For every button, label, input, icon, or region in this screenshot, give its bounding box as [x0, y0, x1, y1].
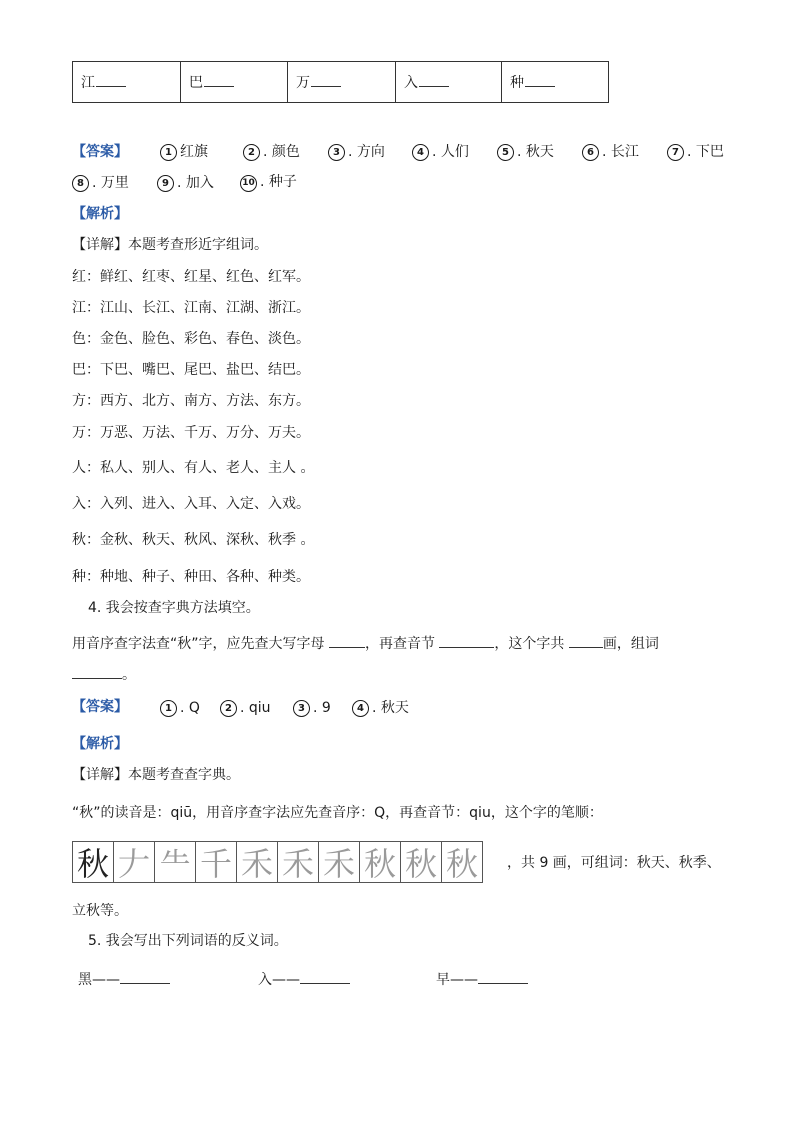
word-table	[72, 61, 609, 103]
answer-item: 9 . 加入	[157, 175, 214, 192]
answer-item: 7 . 下巴	[667, 144, 724, 161]
stroke-cell: ⺧	[154, 841, 196, 883]
answer-tag: 【答案】	[72, 144, 128, 160]
stroke-cell: 秋	[441, 841, 483, 883]
stroke-cell: 𠂇	[113, 841, 155, 883]
answer-item: 6 . 长江	[582, 144, 639, 161]
question-title: 5. 我会写出下列词语的反义词。	[88, 933, 288, 949]
answer-item: 3 . 方向	[328, 144, 385, 161]
last-line: 立秋等。	[72, 903, 128, 919]
word-line: 巴：下巴、嘴巴、尾巴、盐巴、结巴。	[72, 362, 310, 378]
answer-item: 4 . 秋天	[352, 700, 409, 717]
question-line: 。	[72, 665, 136, 682]
word-line: 种：种地、种子、种田、各种、种类。	[72, 569, 310, 585]
word-line: 方：西方、北方、南方、方法、东方。	[72, 393, 310, 409]
stroke-order-grid	[73, 841, 483, 883]
antonym-item: 早——	[436, 970, 528, 987]
question-title: 4. 我会按查字典方法填空。	[88, 600, 260, 616]
answer-item: 4 . 人们	[412, 144, 469, 161]
answer-item: 1 . Q	[160, 700, 200, 717]
table-cell: 万	[288, 62, 396, 103]
answer-item: 5 . 秋天	[497, 144, 554, 161]
stroke-cell: 秋	[400, 841, 442, 883]
antonym-item: 入——	[258, 970, 350, 987]
table-cell: 江	[73, 62, 181, 103]
stroke-summary: ，共 9 画，可组词：秋天、秋季、	[507, 855, 721, 871]
answer-item: 8 . 万里	[72, 175, 129, 192]
answer-item: 1 红旗	[160, 144, 208, 161]
stroke-cell: 禾	[277, 841, 319, 883]
table-cell: 入	[396, 62, 502, 103]
detail-line: 【详解】本题考查形近字组词。	[72, 237, 268, 253]
word-line: 色：金色、脸色、彩色、春色、淡色。	[72, 331, 310, 347]
answer-item: 2 . qiu	[220, 700, 271, 717]
analysis-tag: 【解析】	[72, 736, 128, 752]
answer-item: 10 . 种子	[240, 175, 297, 192]
word-line: 人：私人、别人、有人、老人、主人 。	[72, 460, 315, 476]
word-line: 万：万恶、万法、千万、万分、万夫。	[72, 425, 310, 441]
table-cell: 种	[502, 62, 609, 103]
reading-line: “秋”的读音是：qiū，用音序查字法应先查音序：Q，再查音节：qiu，这个字的笔顺：	[72, 805, 603, 821]
antonym-item: 黑——	[78, 970, 170, 987]
word-line: 红：鲜红、红枣、红星、红色、红军。	[72, 269, 310, 285]
stroke-cell: 千	[195, 841, 237, 883]
stroke-cell: 禾	[236, 841, 278, 883]
stroke-cell: 秋	[72, 841, 114, 883]
table-cell: 巴	[181, 62, 288, 103]
word-line: 入：入列、进入、入耳、入定、入戏。	[72, 496, 310, 512]
stroke-cell: 秋	[359, 841, 401, 883]
answer-tag: 【答案】	[72, 699, 128, 715]
analysis-tag: 【解析】	[72, 206, 128, 222]
answer-item: 3 . 9	[293, 700, 331, 717]
answer-item: 2 . 颜色	[243, 144, 300, 161]
word-line: 江：江山、长江、江南、江湖、浙江。	[72, 300, 310, 316]
question-line: 用音序查字法查“秋”字，应先查大写字母 ，再查音节 ，这个字共 画，组词	[72, 636, 659, 652]
word-line: 秋：金秋、秋天、秋风、深秋、秋季 。	[72, 532, 315, 548]
detail-line: 【详解】本题考查查字典。	[72, 767, 240, 783]
stroke-cell: 禾	[318, 841, 360, 883]
